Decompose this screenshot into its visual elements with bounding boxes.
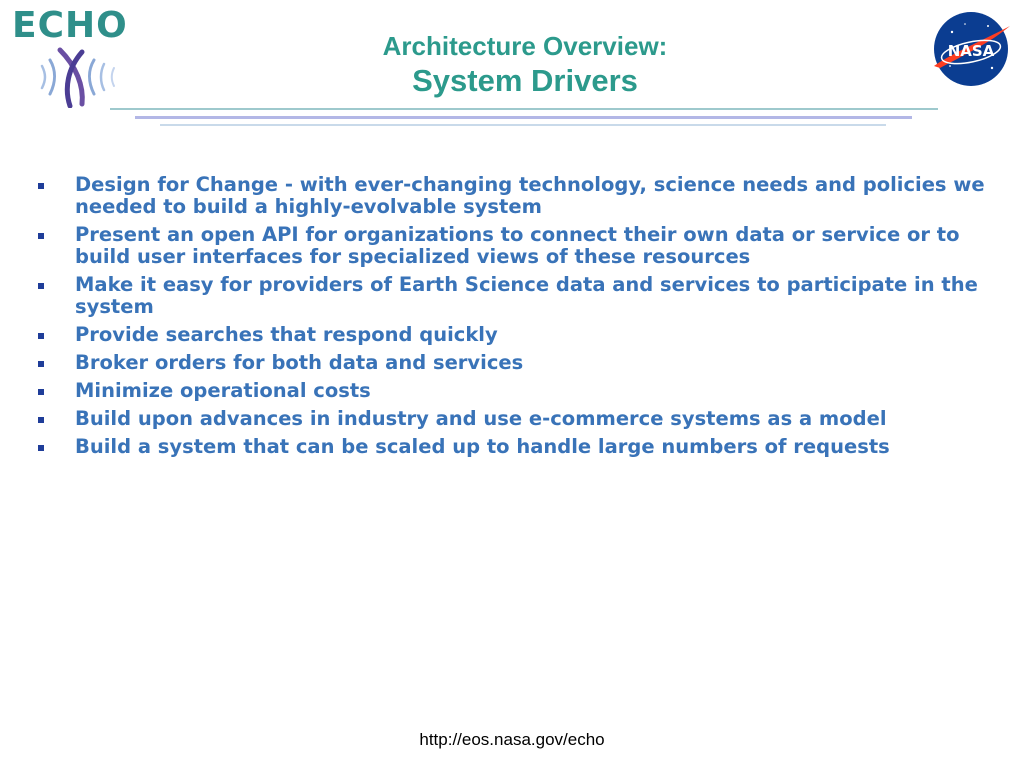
bullet-text: Build a system that can be scaled up to handle large numbers of requests xyxy=(75,435,890,458)
square-bullet-icon xyxy=(38,283,44,289)
echo-waves-icon xyxy=(24,46,124,108)
bullet-text: Provide searches that respond quickly xyxy=(75,323,498,346)
bullet-list xyxy=(38,174,998,464)
bullet-text: Design for Change - with ever-changing technology, science needs and policies we needed to build a highly-evolvable system xyxy=(75,173,985,218)
bullet-item xyxy=(38,324,998,346)
nasa-logo-icon xyxy=(930,8,1012,90)
bullet-item xyxy=(38,380,998,402)
title-divider-1 xyxy=(110,108,938,110)
slide-title xyxy=(210,30,840,100)
title-divider-3 xyxy=(160,124,886,126)
square-bullet-icon xyxy=(38,333,44,339)
bullet-text: Make it easy for providers of Earth Science data and services to participate in the system xyxy=(75,273,978,318)
bullet-item xyxy=(38,352,998,374)
bullet-item xyxy=(38,174,998,218)
footer-url: http://eos.nasa.gov/echo xyxy=(419,730,605,749)
bullet-item xyxy=(38,224,998,268)
bullet-item xyxy=(38,408,998,430)
square-bullet-icon xyxy=(38,389,44,395)
bullet-text: Build upon advances in industry and use e-commerce systems as a model xyxy=(75,407,887,430)
square-bullet-icon xyxy=(38,183,44,189)
title-divider-2 xyxy=(135,116,912,119)
square-bullet-icon xyxy=(38,233,44,239)
echo-logo xyxy=(12,6,130,106)
title-line-1: Architecture Overview: xyxy=(382,31,668,61)
square-bullet-icon xyxy=(38,417,44,423)
square-bullet-icon xyxy=(38,445,44,451)
title-line-2: System Drivers xyxy=(412,63,638,98)
bullet-text: Broker orders for both data and services xyxy=(75,351,524,374)
bullet-item xyxy=(38,274,998,318)
echo-logo-text: ECHO xyxy=(12,5,128,46)
square-bullet-icon xyxy=(38,361,44,367)
nasa-logo-text: NASA xyxy=(947,42,995,60)
bullet-text: Present an open API for organizations to connect their own data or service or to build user interfaces for specialized views of these resources xyxy=(75,223,960,268)
bullet-item xyxy=(38,436,998,458)
bullet-text: Minimize operational costs xyxy=(75,379,371,402)
